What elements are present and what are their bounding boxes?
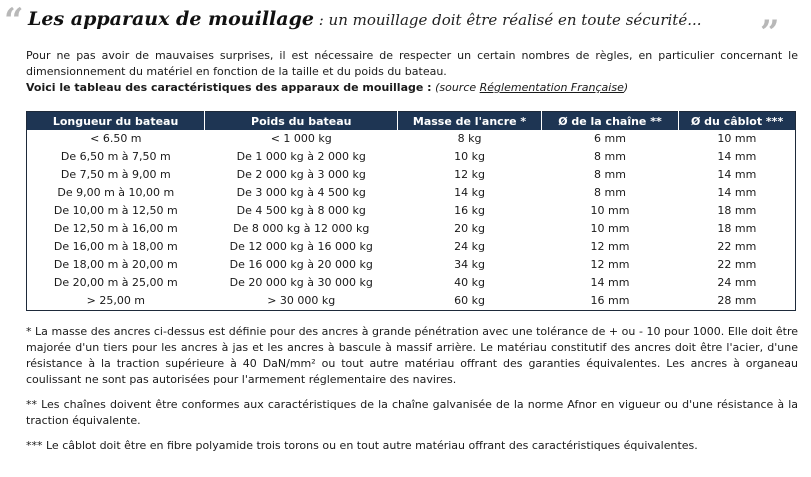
source-prefix: (source	[431, 81, 480, 94]
cell-rope-diameter: 18 mm	[717, 204, 757, 217]
cell-anchor-mass: 12 kg	[454, 168, 485, 181]
header-chain-diameter: Ø de la chaîne **	[541, 112, 678, 131]
cell-boat-weight: De 20 000 kg à 30 000 kg	[229, 276, 373, 289]
title-text: Les apparaux de mouillage	[28, 8, 314, 30]
cell-boat-weight: > 30 000 kg	[267, 294, 336, 307]
page-subtitle: : un mouillage doit être réalisé en toute sécurité...	[313, 11, 702, 29]
header-anchor-mass: Masse de l'ancre *	[398, 112, 541, 131]
cell-rope-diameter: 14 mm	[717, 150, 757, 163]
table-row	[27, 166, 796, 184]
cell-boat-weight: De 4 500 kg à 8 000 kg	[236, 204, 366, 217]
cell-chain-diameter: 14 mm	[590, 276, 630, 289]
cell-boat-weight: < 1 000 kg	[270, 132, 332, 145]
cell-boat-weight: De 1 000 kg à 2 000 kg	[236, 150, 366, 163]
cell-anchor-mass: 60 kg	[454, 294, 485, 307]
table-header-row	[27, 112, 796, 131]
cell-chain-diameter: 8 mm	[594, 186, 626, 199]
cell-rope-diameter: 10 mm	[717, 132, 757, 145]
cell-boat-weight: De 3 000 kg à 4 500 kg	[236, 186, 366, 199]
table-row	[27, 238, 796, 256]
cell-boat-length: De 9,00 m à 10,00 m	[57, 186, 175, 199]
cell-chain-diameter: 12 mm	[590, 240, 630, 253]
cell-chain-diameter: 10 mm	[590, 222, 630, 235]
header-boat-weight: Poids du bateau	[205, 112, 398, 131]
cell-chain-diameter: 6 mm	[594, 132, 626, 145]
cell-rope-diameter: 14 mm	[717, 186, 757, 199]
cell-rope-diameter: 18 mm	[717, 222, 757, 235]
cell-boat-weight: De 16 000 kg à 20 000 kg	[229, 258, 373, 271]
source-link[interactable]: Réglementation Française	[479, 81, 624, 94]
open-quote-icon: “	[4, 1, 24, 41]
cell-rope-diameter: 22 mm	[717, 258, 757, 271]
cell-chain-diameter: 8 mm	[594, 150, 626, 163]
cell-boat-length: De 16,00 m à 18,00 m	[53, 240, 178, 253]
cell-boat-length: De 10,00 m à 12,50 m	[53, 204, 178, 217]
header-boat-length: Longueur du bateau	[27, 112, 205, 131]
cell-chain-diameter: 12 mm	[590, 258, 630, 271]
cell-boat-length: De 18,00 m à 20,00 m	[53, 258, 178, 271]
table-row	[27, 256, 796, 274]
cell-anchor-mass: 40 kg	[454, 276, 485, 289]
cell-anchor-mass: 34 kg	[454, 258, 485, 271]
table-row	[27, 130, 796, 148]
cell-anchor-mass: 14 kg	[454, 186, 485, 199]
footnote-anchor: * La masse des ancres ci-dessus est définie pour des ancres à grande pénétration avec une tolérance de + ou - 10 pour 1000. Elle doit être majorée d'un tiers pour les ancres à jas et les ancres à bascule à massif arrière. Le matériau constitutif des ancres doit être l'acier, d'une résistance à la traction supérieure à 40 DaN/mm² ou tout autre matériau offrant des garanties équivalentes. Les ancres à organeau coulissant ne sont pas autorisées pour l'armement réglementaire des navires.	[26, 325, 798, 386]
cell-chain-diameter: 10 mm	[590, 204, 630, 217]
cell-boat-length: De 20,00 m à 25,00 m	[53, 276, 178, 289]
mooring-specs-table	[26, 111, 796, 311]
table-row	[27, 220, 796, 238]
footnotes-section	[26, 324, 798, 463]
cell-anchor-mass: 20 kg	[454, 222, 485, 235]
cell-anchor-mass: 8 kg	[457, 132, 482, 145]
table-caption: Voici le tableau des caractéristiques des apparaux de mouillage :	[26, 81, 432, 94]
intro-section	[26, 48, 798, 96]
cell-chain-diameter: 8 mm	[594, 168, 626, 181]
footnote-chain: ** Les chaînes doivent être conformes aux caractéristiques de la chaîne galvanisée de la norme Afnor en vigueur ou d'une résistance à la traction équivalente.	[26, 398, 798, 427]
cell-boat-length: De 6,50 m à 7,50 m	[60, 150, 171, 163]
table-row	[27, 292, 796, 311]
footnote-rope: *** Le câblot doit être en fibre polyamide trois torons ou en tout autre matériau offrant des caractéristiques équivalentes.	[26, 439, 698, 452]
cell-anchor-mass: 10 kg	[454, 150, 485, 163]
page-heading	[4, 1, 804, 53]
cell-rope-diameter: 28 mm	[717, 294, 757, 307]
cell-rope-diameter: 14 mm	[717, 168, 757, 181]
header-rope-diameter: Ø du câblot ***	[679, 112, 796, 131]
table-row	[27, 148, 796, 166]
cell-boat-weight: De 2 000 kg à 3 000 kg	[236, 168, 366, 181]
close-quote-icon: ”	[760, 13, 780, 53]
source-suffix: )	[623, 81, 629, 94]
intro-paragraph: Pour ne pas avoir de mauvaises surprises, il est nécessaire de respecter un certain nombres de règles, en particulier concernant le dimensionnement du matériel en fonction de la taille et du poids du bateau.	[26, 49, 798, 78]
table-caption-line	[26, 80, 798, 96]
page-title	[28, 8, 702, 30]
cell-boat-weight: De 8 000 kg à 12 000 kg	[233, 222, 370, 235]
cell-boat-length: De 12,50 m à 16,00 m	[53, 222, 178, 235]
table-row	[27, 202, 796, 220]
table-row	[27, 274, 796, 292]
cell-rope-diameter: 24 mm	[717, 276, 757, 289]
cell-anchor-mass: 24 kg	[454, 240, 485, 253]
cell-boat-weight: De 12 000 kg à 16 000 kg	[229, 240, 373, 253]
cell-boat-length: < 6.50 m	[90, 132, 142, 145]
cell-boat-length: De 7,50 m à 9,00 m	[60, 168, 171, 181]
cell-boat-length: > 25,00 m	[86, 294, 146, 307]
cell-chain-diameter: 16 mm	[590, 294, 630, 307]
cell-anchor-mass: 16 kg	[454, 204, 485, 217]
cell-rope-diameter: 22 mm	[717, 240, 757, 253]
table-row	[27, 184, 796, 202]
